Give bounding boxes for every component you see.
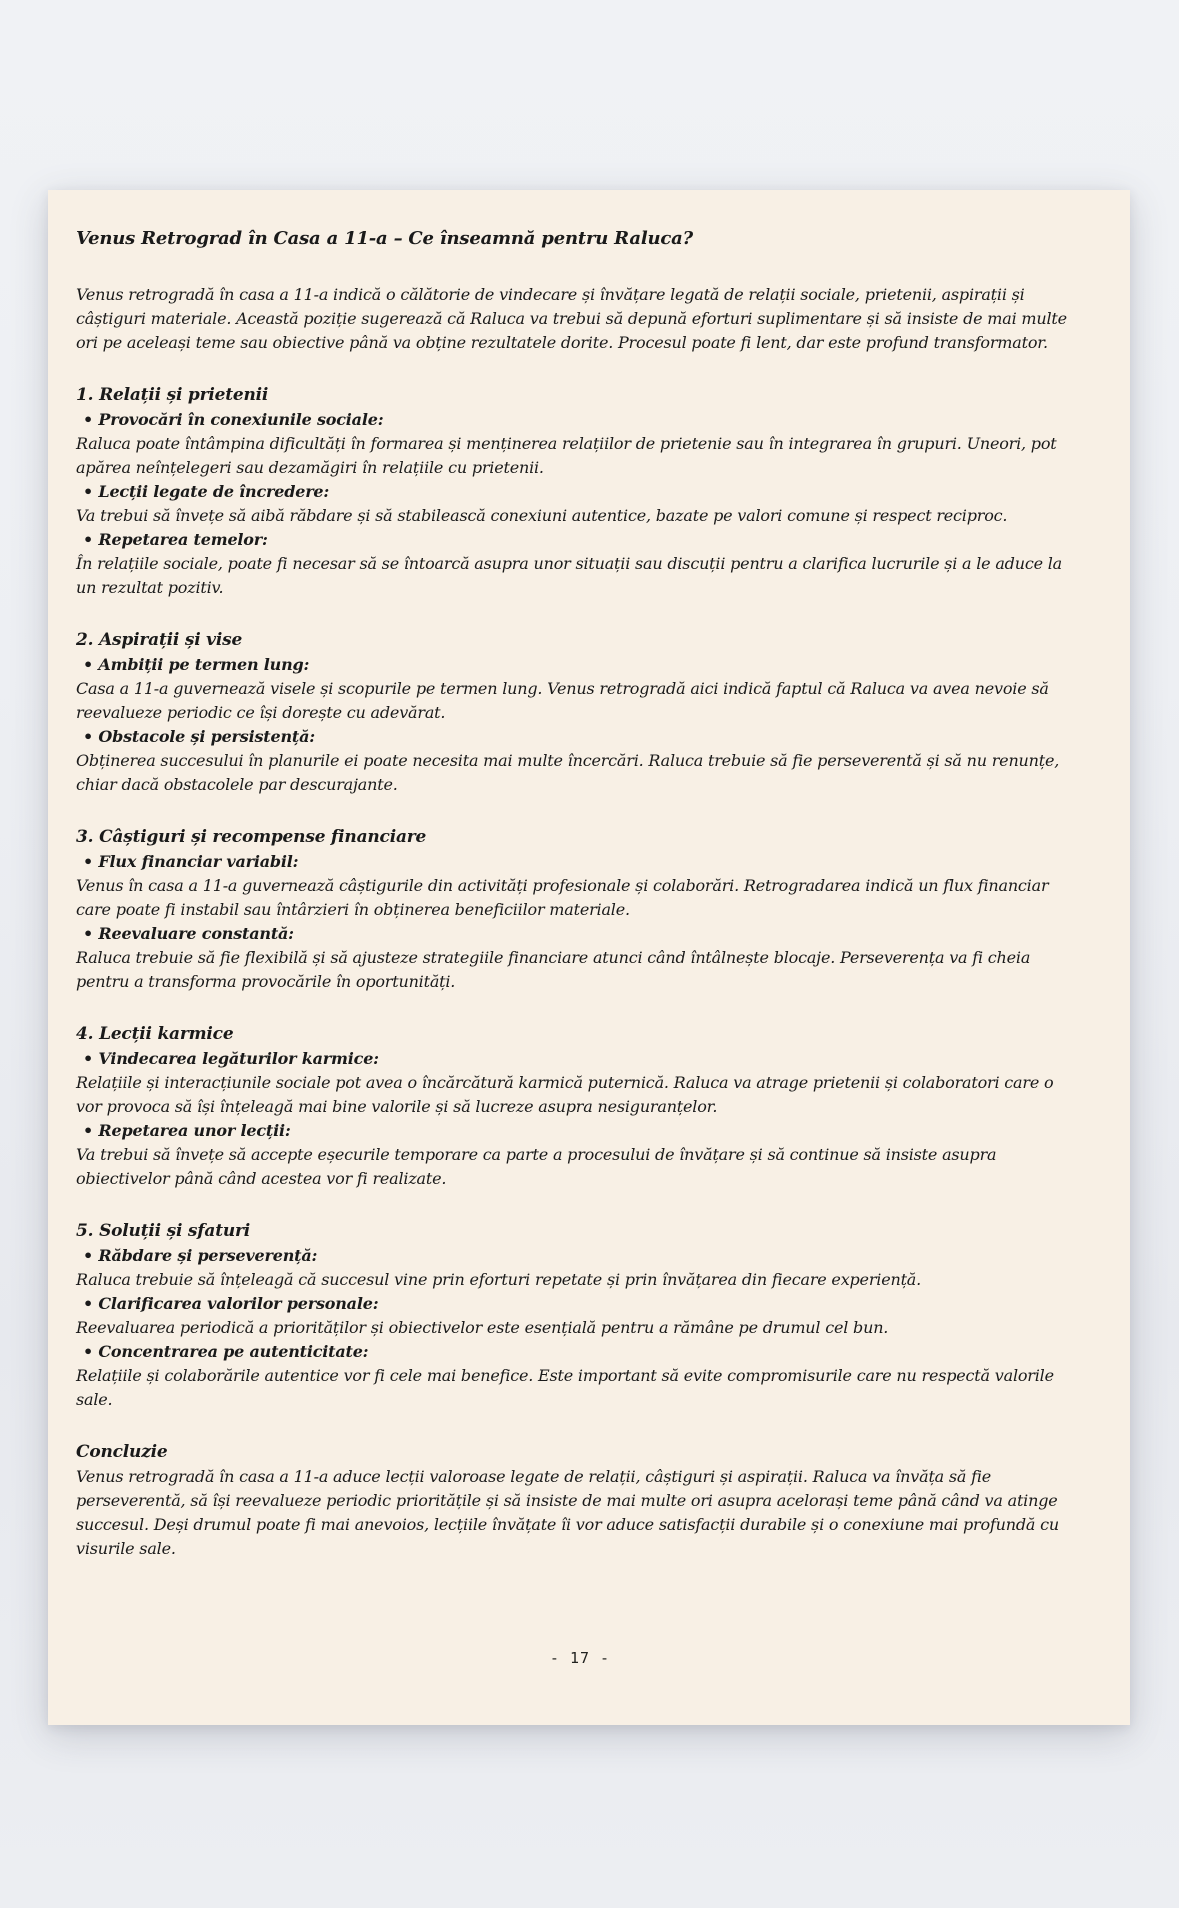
- page-number: - 17 -: [549, 1649, 611, 1667]
- bullet-text: În relațiile sociale, poate fi necesar să se întoarcă asupra unor situații sau discuții pentru a clarifica lucrurile și a le aduce la un rezultat pozitiv.: [76, 554, 1062, 597]
- section: [76, 1440, 1084, 1561]
- bullet-text: Venus retrogradă în casa a 11-a aduce lecții valoroase legate de relații, câștiguri și aspirații. Raluca va învăța să fie perseverentă, să își reevalueze periodic prioritățile și să insiste de mai multe ori asupra acelorași teme până când va atinge succesul. Deși drumul poate fi mai anevoios, lecțiile învățate îi vor aduce satisfacții durabile și o conexiune mai profundă cu visurile sale.: [76, 1467, 1059, 1558]
- sections: [76, 355, 1084, 1561]
- bullet-text: Va trebui să învețe să aibă răbdare și să stabilească conexiuni autentice, bazate pe valori comune și respect reciproc.: [76, 506, 1008, 525]
- bullet-text: Casa a 11-a guvernează visele și scopurile pe termen lung. Venus retrogradă aici indică faptul că Raluca va avea nevoie să reevalueze periodic ce își dorește cu adevărat.: [76, 679, 1049, 722]
- bullet-label: • Concentrarea pe autenticitate:: [83, 1342, 369, 1361]
- bullet-label: • Reevaluare constantă:: [83, 924, 294, 943]
- section-heading: 3. Câștiguri și recompense financiare: [76, 827, 427, 847]
- section-heading: 5. Soluții și sfaturi: [76, 1221, 251, 1241]
- section: [76, 628, 1084, 797]
- bullet-label: • Flux financiar variabil:: [83, 852, 299, 871]
- bullet-text: Va trebui să învețe să accepte eșecurile temporare ca parte a procesului de învățare și să continue să insiste asupra obiectivelor până când acestea vor fi realizate.: [76, 1145, 997, 1188]
- bullet-text: Obținerea succesului în planurile ei poate necesita mai multe încercări. Raluca trebuie să fie perseverentă și să nu renunțe, chiar dacă obstacolele par descurajante.: [76, 751, 1060, 794]
- intro-paragraph: Venus retrogradă în casa a 11-a indică o călătorie de vindecare și învățare legată de relații sociale, prietenii, aspirații și câștiguri materiale. Această poziție sugerează că Raluca va trebui să depună eforturi suplimentare și să insiste de mai multe ori pe aceleași teme sau obiective până va obține rezultatele dorite. Procesul poate fi lent, dar este profund transformator.: [76, 285, 1067, 352]
- bullet-text: Relațiile și colaborările autentice vor fi cele mai benefice. Este important să evite compromisurile care nu respectă valorile sale.: [76, 1366, 1054, 1409]
- bullet-label: • Repetarea temelor:: [83, 530, 268, 549]
- section-heading: 1. Relații și prietenii: [76, 385, 269, 405]
- bullet-text: Raluca trebuie să fie flexibilă și să ajusteze strategiile financiare atunci când întâlnește blocaje. Perseverența va fi cheia pentru a transforma provocările în oportunități.: [76, 948, 1031, 991]
- section-heading: 2. Aspirații și vise: [76, 630, 243, 650]
- bullet-label: • Lecții legate de încredere:: [83, 482, 330, 501]
- bullet-label: • Obstacole și persistență:: [83, 727, 315, 746]
- section: [76, 383, 1084, 600]
- bullet-text: Relațiile și interacțiunile sociale pot avea o încărcătură karmică puternică. Raluca va atrage prietenii și colaboratori care o vor provoca să își înțeleagă mai bine valorile și să lucreze asupra nesiguranțelor.: [76, 1073, 1054, 1116]
- document-title: Venus Retrograd în Casa a 11-a – Ce înseamnă pentru Raluca?: [76, 228, 693, 249]
- bullet-label: • Vindecarea legăturilor karmice:: [83, 1049, 379, 1068]
- bullet-label: • Provocări în conexiunile sociale:: [83, 410, 384, 429]
- section-heading: Concluzie: [76, 1442, 168, 1462]
- bullet-text: Venus în casa a 11-a guvernează câștigurile din activități profesionale și colaborări. Retrogradarea indică un flux financiar care poate fi instabil sau întârzieri în obținerea beneficiilor materiale.: [76, 876, 1049, 919]
- document-page: [48, 190, 1130, 1725]
- bullet-label: • Clarificarea valorilor personale:: [83, 1294, 379, 1313]
- bullet-text: Reevaluarea periodică a priorităților și obiectivelor este esențială pentru a rămâne pe drumul cel bun.: [76, 1318, 889, 1337]
- bullet-text: Raluca trebuie să înțeleagă că succesul vine prin eforturi repetate și prin învățarea din fiecare experiență.: [76, 1270, 922, 1289]
- section: [76, 825, 1084, 994]
- section: [76, 1022, 1084, 1191]
- bullet-label: • Ambiții pe termen lung:: [83, 655, 310, 674]
- bullet-label: • Răbdare și perseverență:: [83, 1246, 318, 1265]
- bullet-text: Raluca poate întâmpina dificultăți în formarea și menținerea relațiilor de prietenie sau în integrarea în grupuri. Uneori, pot apărea neînțelegeri sau dezamăgiri în relațiile cu prietenii.: [76, 434, 1057, 477]
- bullet-label: • Repetarea unor lecții:: [83, 1121, 291, 1140]
- section: [76, 1219, 1084, 1412]
- section-heading: 4. Lecții karmice: [76, 1024, 234, 1044]
